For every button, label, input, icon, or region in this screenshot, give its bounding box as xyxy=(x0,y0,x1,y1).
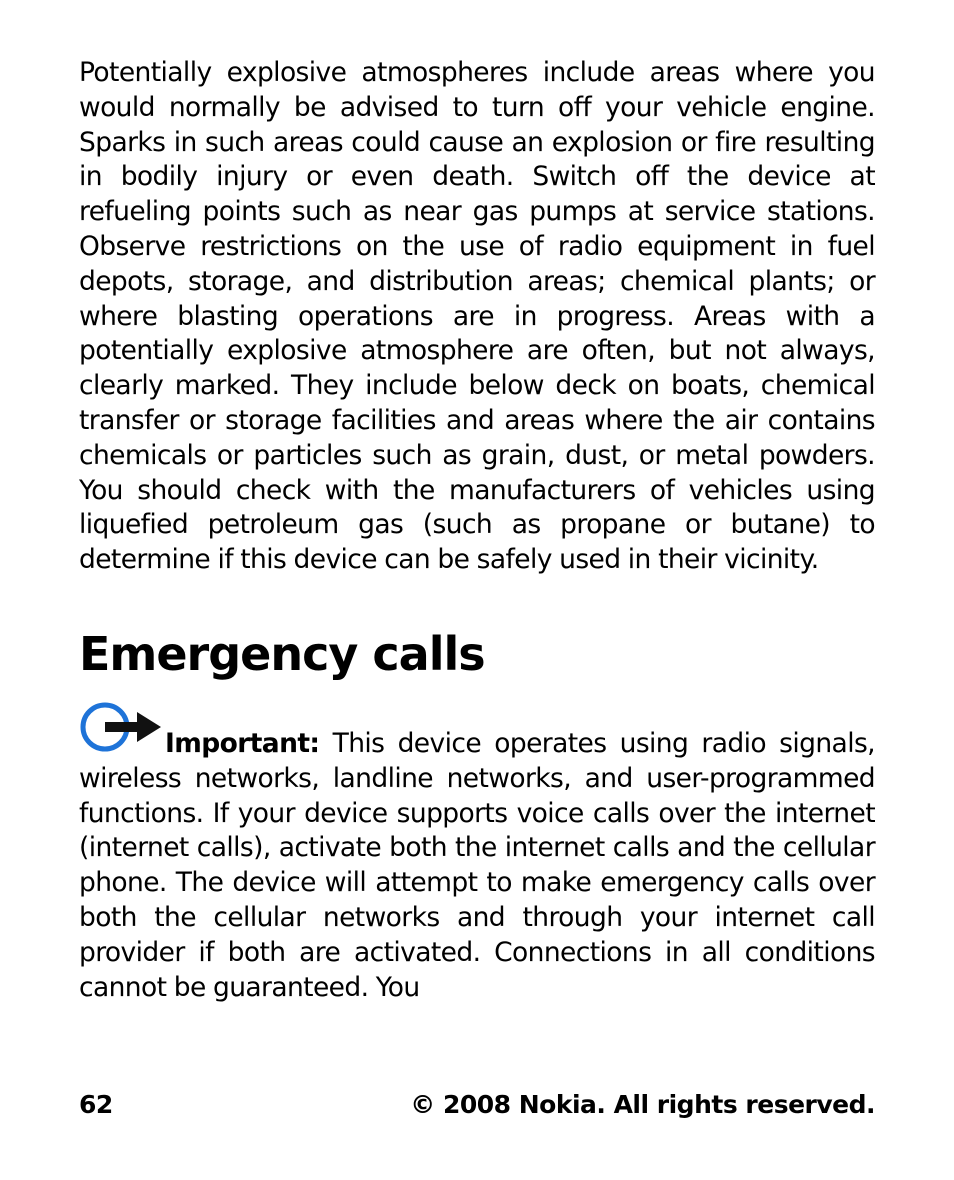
important-label: Important: xyxy=(165,727,320,759)
copyright-notice: © 2008 Nokia. All rights reserved. xyxy=(410,1090,875,1119)
page-number: 62 xyxy=(79,1090,113,1119)
important-note-icon xyxy=(79,696,163,758)
body-paragraph: Potentially explosive atmospheres include areas where you would normally be advised to turn off your vehicle engine. Sparks in such areas could cause an explosion or fire resulting in bodily injury or even death. Switch off the device at refueling points such as near gas pumps at service stations. Observe restrictions on the use of radio equipment in fuel depots, storage, and distribution areas; chemical plants; or where blasting operations are in progress. Areas with a potentially explosive atmosphere are often, but not always, clearly marked. They include below deck on boats, chemical transfer or storage facilities and areas where the air contains chemicals or particles such as grain, dust, or metal powders. You should check with the manufacturers of vehicles using liquefied petroleum gas (such as propane or butane) to determine if this device can be safely used in their vicinity. xyxy=(79,57,875,576)
page-footer xyxy=(79,1090,875,1119)
note-icon-arrow xyxy=(105,712,161,742)
section-heading: Emergency calls xyxy=(79,626,485,681)
page-content xyxy=(79,56,875,1005)
important-note xyxy=(79,696,875,1005)
important-text: This device operates using radio signals, wireless networks, landline networks, and user-programmed functions. If your device supports voice calls over the internet (internet calls), activate both the internet calls and the cellular phone. The device will attempt to make emergency calls over both the cellular networks and through your internet call provider if both are activated. Connections in all conditions cannot be guaranteed. You xyxy=(79,727,875,1003)
